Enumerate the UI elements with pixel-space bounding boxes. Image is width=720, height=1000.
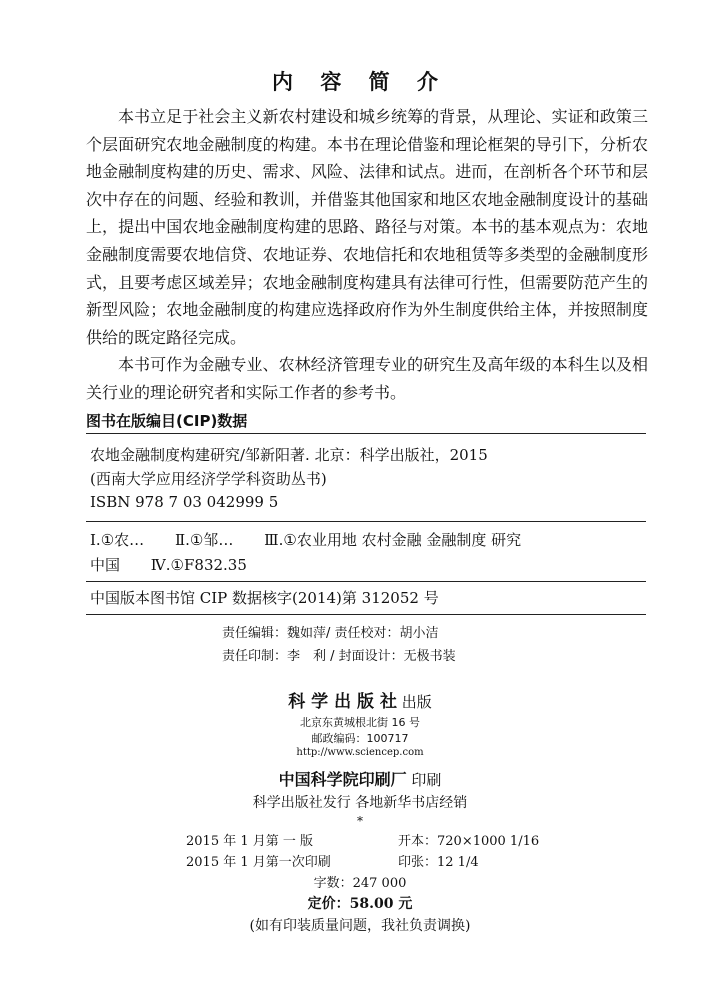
- separator-star: *: [357, 814, 363, 828]
- cip-title-line: 农地金融制度构建研究/邹新阳著. 北京：科学出版社，2015: [90, 446, 488, 464]
- sheets: 印张：12 1/4: [398, 855, 479, 870]
- summary-body: [86, 103, 648, 407]
- staff-line: 责任编辑：魏如萍/ 责任校对：胡小洁: [222, 626, 439, 641]
- divider: [86, 581, 646, 582]
- word-count: 字数：247 000: [313, 876, 407, 891]
- printer-line: [0, 767, 720, 790]
- publisher-line: [0, 687, 720, 712]
- edition: 2015 年 1 月第 一 版: [186, 834, 314, 849]
- publisher-suffix: 出版: [396, 693, 432, 711]
- distribution-line: 科学出版社发行 各地新华书店经销: [252, 795, 468, 811]
- summary-title: 内 容 简 介: [272, 70, 448, 94]
- cip-classification-cont: [90, 554, 646, 575]
- cip-series: (西南大学应用经济学学科资助丛书): [90, 470, 327, 488]
- divider: [86, 614, 646, 615]
- staff-line: 责任印制：李 利 / 封面设计：无极书装: [222, 649, 456, 664]
- cip-isbn: ISBN 978 7 03 042999 5: [90, 493, 279, 511]
- summary-paragraph: 本书立足于社会主义新农村建设和城乡统筹的背景，从理论、实证和政策三个层面研究农地金融制度的构建。本书在理论借鉴和理论框架的导引下，分析农地金融制度构建的历史、需求、风险、法律和试点。进而，在剖析各个环节和层次中存在的问题、经验和教训，并借鉴其他国家和地区农地金融制度设计的基础上，提出中国农地金融制度构建的思路、路径与对策。本书的基本观点为：农地金融制度需要农地信贷、农地证券、农地信托和农地租赁等多类型的金融制度形式，且要考虑区域差异；农地金融制度构建具有法律可行性，但需要防范产生的新型风险；农地金融制度的构建应选择政府作为外生制度供给主体，并按照制度供给的既定路径完成。: [86, 107, 648, 347]
- cip-class-item: Ⅳ.①F832.35: [150, 556, 247, 574]
- format: 开本：720×1000 1/16: [398, 834, 540, 849]
- cip-class-item: Ⅲ.①农业用地 农村金融 金融制度 研究: [264, 531, 522, 549]
- cip-class-item: Ⅰ.①农…: [90, 531, 145, 549]
- divider: [86, 433, 646, 434]
- printer-suffix: 印刷: [406, 771, 442, 789]
- summary-paragraph: 本书可作为金融专业、农林经济管理专业的研究生及高年级的本科生以及相关行业的理论研究者和实际工作者的参考书。: [86, 355, 648, 402]
- cip-classification: [90, 529, 646, 550]
- publisher-postcode: 邮政编码：100717: [311, 732, 409, 745]
- publisher-name: 科 学 出 版 社: [288, 692, 397, 712]
- publisher-address: 北京东黄城根北街 16 号: [300, 716, 420, 729]
- quality-notice: (如有印装质量问题，我社负责调换): [249, 918, 471, 934]
- publisher-website: http://www.sciencep.com: [296, 747, 424, 758]
- cip-library-number: 中国版本图书馆 CIP 数据核字(2014)第 312052 号: [90, 589, 439, 607]
- divider: [86, 521, 646, 522]
- cip-class-item: 中国: [90, 556, 121, 574]
- cip-header: 图书在版编目(CIP)数据: [86, 412, 248, 430]
- cip-class-item: Ⅱ.①邹…: [174, 531, 234, 549]
- price: 定价：58.00 元: [307, 896, 413, 912]
- printer-name: 中国科学院印刷厂: [278, 770, 407, 789]
- printing: 2015 年 1 月第一次印刷: [186, 855, 331, 870]
